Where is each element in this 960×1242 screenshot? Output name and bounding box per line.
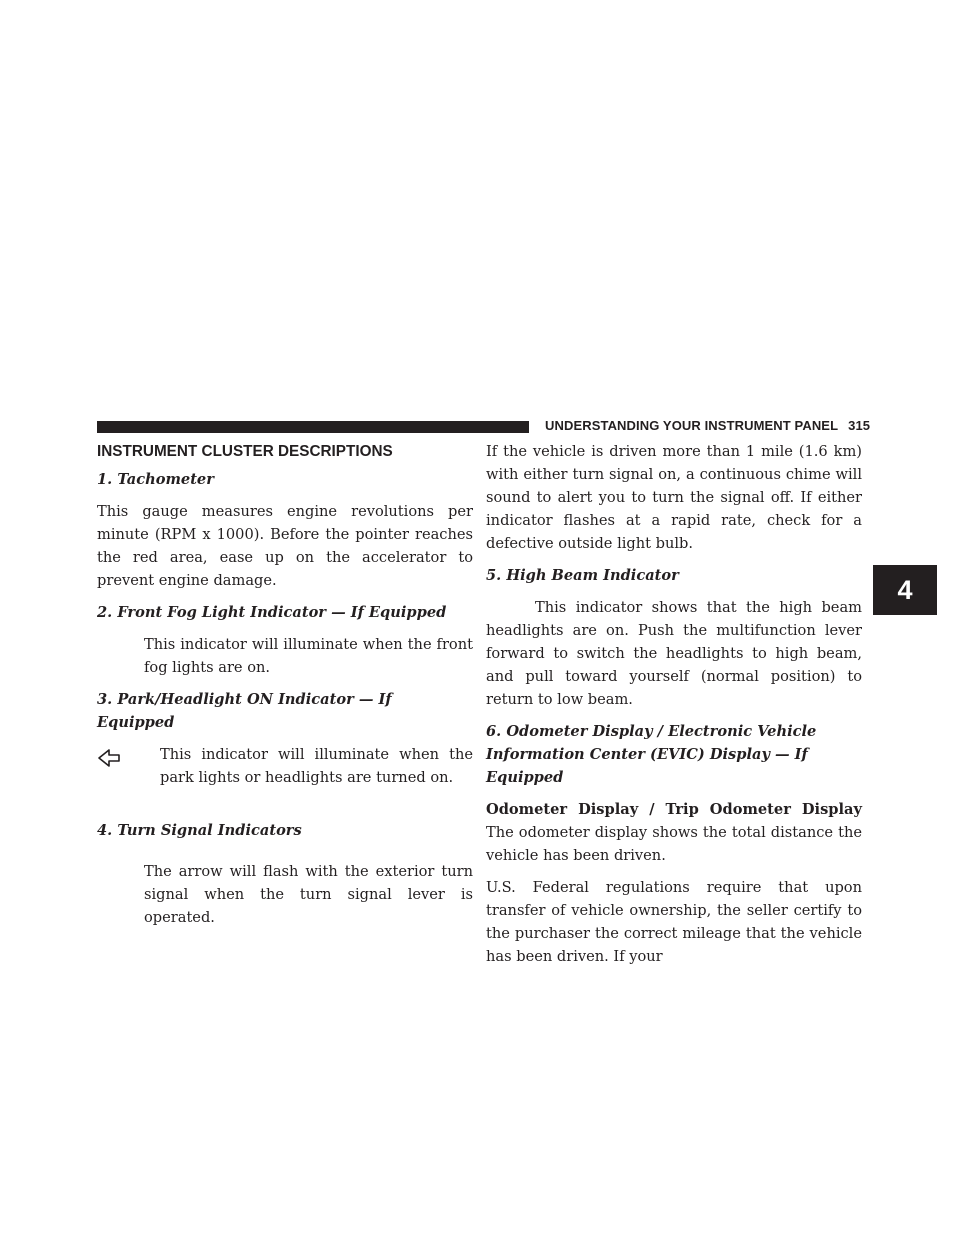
item-6-title: 6. Odometer Display / Electronic Vehicle Information Center (EVIC) Display — If Equipped (486, 723, 817, 786)
item-5-text-body: This indicator shows that the high beam headlights are on. Push the multifunction lever forward to switch the headlights to high beam, and pull toward yourself (normal position) to return to low beam. (486, 599, 862, 708)
item-6-lead: Odometer Display / Trip Odometer Display (486, 801, 862, 818)
section-heading: INSTRUMENT CLUSTER DESCRIPTIONS (97, 443, 393, 460)
item-2-text: This indicator will illuminate when the front fog lights are on. (144, 636, 473, 676)
right-column (486, 440, 862, 977)
item-3-text: This indicator will illuminate when the park lights or headlights are turned on. (160, 746, 473, 786)
item-5-title: 5. High Beam Indicator (486, 567, 679, 584)
left-column (97, 440, 473, 938)
item-6-body: The odometer display shows the total distance the vehicle has been driven. (486, 824, 862, 864)
header-section-title: UNDERSTANDING YOUR INSTRUMENT PANEL (545, 418, 839, 433)
header-rule (97, 421, 529, 433)
item-2-title: 2. Front Fog Light Indicator — If Equipped (97, 604, 447, 621)
item-1-title: 1. Tachometer (97, 471, 214, 488)
turn-signal-continued-text: If the vehicle is driven more than 1 mile (1.6 km) with either turn signal on, a continuous chime will sound to alert you to turn the signal off. If either indicator flashes at a rapid rate, check for a defective outside light bulb. (486, 443, 862, 552)
turn-signal-arrow-icon (97, 746, 121, 770)
item-1-text: This gauge measures engine revolutions per minute (RPM x 1000). Before the pointer reaches the red area, ease up on the accelerator to prevent engine damage. (97, 503, 473, 589)
page-number: 315 (848, 418, 871, 433)
item-4-title: 4. Turn Signal Indicators (97, 822, 302, 839)
item-6-text (486, 798, 862, 867)
item-3-title: 3. Park/Headlight ON Indicator — If Equipped (97, 691, 392, 731)
chapter-tab: 4 (873, 565, 937, 615)
item-4-text: The arrow will flash with the exterior turn signal when the turn signal lever is operated. (144, 863, 473, 926)
federal-regulation-text: U.S. Federal regulations require that upon transfer of vehicle ownership, the seller certify to the purchaser the correct mileage that the vehicle has been driven. If your (486, 879, 862, 965)
running-header (545, 418, 870, 433)
item-5-text (486, 596, 862, 711)
